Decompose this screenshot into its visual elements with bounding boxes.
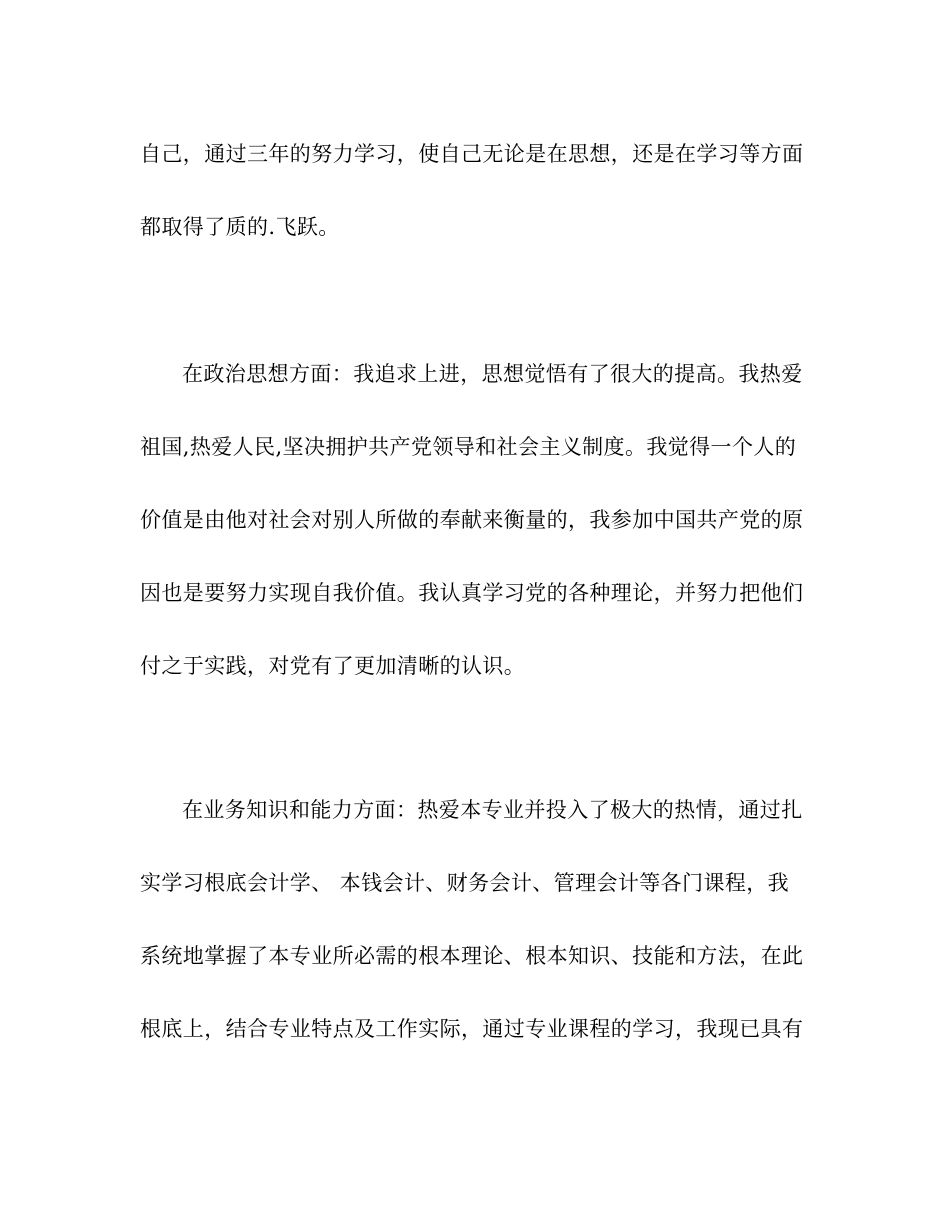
text-line: 价值是由他对社会对别人所做的奉献来衡量的，我参加中国共产党的原 <box>140 508 804 532</box>
text-line: 根底上，结合专业特点及工作实际，通过专业课程的学习，我现已具有 <box>140 1017 804 1041</box>
text-line: 都取得了质的.飞跃。 <box>140 215 340 239</box>
text-line: 因也是要努力实现自我价值。我认真学习党的各种理论，并努力把他们 <box>140 581 804 605</box>
text-line: 付之于实践，对党有了更加清晰的认识。 <box>140 654 526 678</box>
text-line: 实学习根底会计学、 本钱会计、财务会计、管理会计等各门课程，我 <box>140 871 790 895</box>
text-line: 系统地掌握了本专业所必需的根本理论、根本知识、技能和方法，在此 <box>140 944 804 968</box>
text-line: 在业务知识和能力方面：热爱本专业并投入了极大的热情，通过扎 <box>182 798 803 822</box>
text-line: 祖国,热爱人民,坚决拥护共产党领导和社会主义制度。我觉得一个人的 <box>140 435 797 459</box>
text-line: 在政治思想方面：我追求上进，思想觉悟有了很大的提高。我热爱 <box>182 362 803 386</box>
text-line: 自己，通过三年的努力学习，使自己无论是在思想，还是在学习等方面 <box>140 142 804 166</box>
